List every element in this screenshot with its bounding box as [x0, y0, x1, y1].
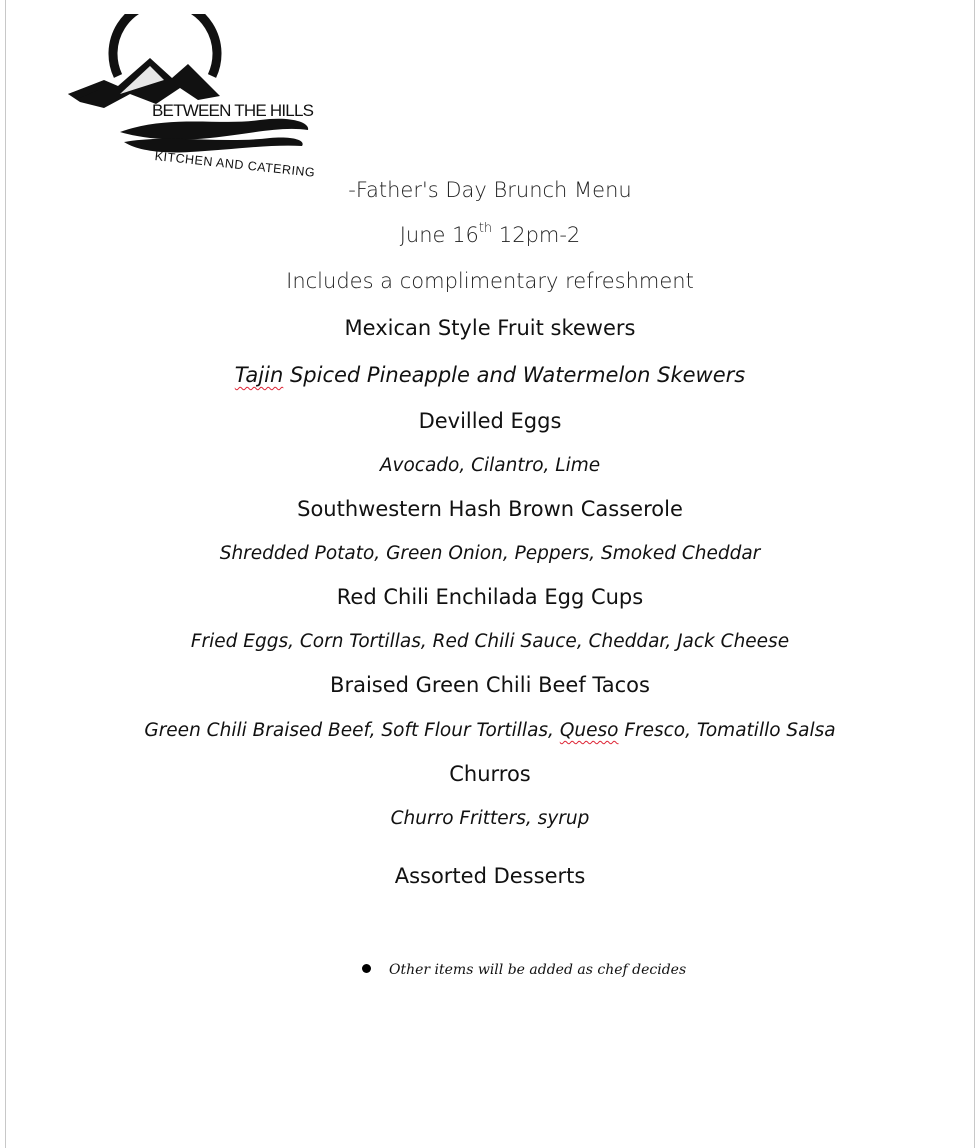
dish-desc-devilled-eggs: Avocado, Cilantro, Lime	[379, 455, 601, 476]
logo-graphic	[60, 14, 330, 184]
dish-desc-fruit-skewers	[0, 363, 980, 387]
dish-desc-egg-cups: Fried Eggs, Corn Tortillas, Red Chili Sauce, Cheddar, Jack Cheese	[190, 631, 790, 652]
dish-desc-text: Green Chili Braised Beef, Soft Flour Tortillas,	[144, 720, 560, 741]
page-border-left	[5, 0, 6, 1148]
dish-name-devilled-eggs: Devilled Eggs	[418, 409, 562, 433]
dish-name-fruit-skewers: Mexican Style Fruit skewers	[344, 316, 636, 340]
date-suffix: 12pm-2	[492, 223, 581, 247]
date-ordinal: th	[478, 221, 493, 236]
dish-name-hash-brown: Southwestern Hash Brown Casserole	[297, 497, 683, 521]
dish-desc-text: Spiced Pineapple and Watermelon Skewers	[283, 363, 746, 387]
dish-desc-beef-tacos	[0, 720, 980, 741]
dish-name-desserts: Assorted Desserts	[394, 864, 586, 888]
page-border-right	[974, 0, 975, 1148]
dish-name-beef-tacos: Braised Green Chili Beef Tacos	[330, 673, 650, 697]
footer-note-text: Other items will be added as chef decides	[389, 962, 687, 978]
bullet-icon	[362, 964, 371, 973]
spellcheck-word: Tajin	[234, 363, 284, 387]
dish-name-egg-cups: Red Chili Enchilada Egg Cups	[336, 585, 644, 609]
menu-title: -Father's Day Brunch Menu	[348, 178, 632, 202]
refreshment-note: Includes a complimentary refreshment	[286, 269, 694, 293]
dish-desc-text: Fresco, Tomatillo Salsa	[618, 720, 836, 741]
dish-name-churros: Churros	[449, 762, 531, 786]
footer-note	[362, 962, 762, 978]
event-date-time	[0, 223, 980, 247]
between-the-hills-logo	[60, 14, 330, 184]
dish-desc-churros: Churro Fritters, syrup	[390, 808, 590, 829]
dish-desc-hash-brown: Shredded Potato, Green Onion, Peppers, Smoked Cheddar	[219, 543, 761, 564]
date-prefix: June 16	[399, 223, 479, 247]
logo-line1: BETWEEN THE HILLS	[152, 101, 314, 120]
logo-line2: KITCHEN AND CATERING	[154, 149, 316, 180]
spellcheck-word: Queso	[559, 720, 619, 741]
